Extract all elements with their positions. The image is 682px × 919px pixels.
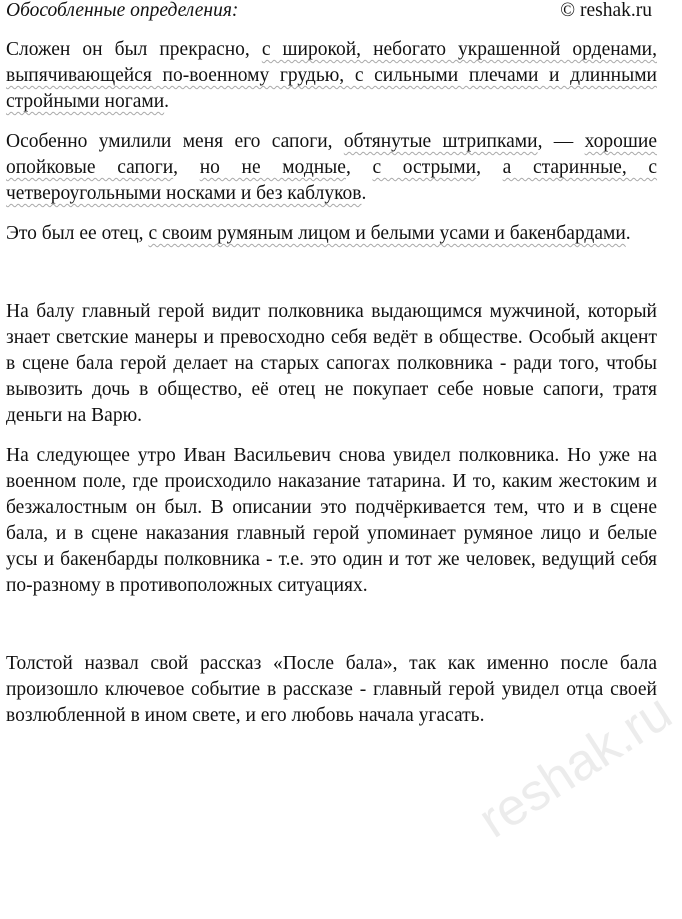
underlined-definition: с острыми — [372, 157, 477, 178]
example-segment: , — — [537, 131, 585, 152]
underlined-definition: с своим румяным лицом и белыми усами и бакенбардами — [148, 223, 626, 244]
example-segment: . — [164, 91, 170, 112]
example-segment: . — [361, 183, 367, 204]
example-paragraph-2 — [6, 129, 657, 207]
underlined-definition: но не модные — [199, 157, 346, 178]
section-title: Обособленные определения: — [6, 0, 239, 21]
example-paragraph-1 — [6, 37, 657, 115]
example-segment: , — [345, 157, 373, 178]
reshak-watermark: reshak.ru — [468, 682, 682, 850]
example-segment: Особенно умилили меня его сапоги, — [6, 131, 344, 152]
analysis-paragraph-1: На балу главный герой видит полковника выдающимся мужчиной, который знает светские манеры и превосходно себя ведёт в обществе. Особый акцент в сцене бала герой делает на старых сапогах полковника - ради того, чтобы вывозить дочь в общество, её отец не покупает себе новые сапоги, тратя деньги на Варю. — [6, 301, 657, 426]
underlined-definition: а старинные, с четвероугольными носками и без каблуков — [6, 157, 658, 204]
example-segment: Это был ее отец, — [6, 223, 149, 244]
underlined-definition: с широкой, небогато украшенной орденами, выпячивающейся по-военному грудью, с сильными плечами и длинными стройными ногами — [6, 39, 657, 112]
analysis-paragraph-2: На следующее утро Иван Васильевич снова увидел полковника. Но уже на военном поле, где происходило наказание татарина. И то, каким жестоким и безжалостным он был. В описании это подчёркивается тем, что и в сцене бала, и в сцене наказания главный герой упоминает румяное лицо и белые усы и бакенбарды полковника - т.е. это один и тот же человек, ведущий себя по-разному в противоположных ситуациях. — [6, 445, 657, 596]
example-segment: , — [173, 157, 200, 178]
page-header — [6, 0, 652, 24]
site-copyright: © reshak.ru — [560, 0, 652, 21]
document-body — [6, 37, 657, 729]
conclusion-paragraph: Толстой назвал свой рассказ «После бала», так как именно после бала произошло ключевое событие в рассказе - главный герой увидел отца своей возлюбленной в ином свете, и его любовь начала угасать. — [6, 653, 657, 726]
example-segment: , — [476, 157, 503, 178]
underlined-definition: хорошие опойковые сапоги — [6, 131, 657, 178]
example-segment: . — [625, 223, 631, 244]
underlined-definition: обтянутые штрипками — [343, 131, 538, 152]
example-segment: Сложен он был прекрасно, — [6, 39, 262, 60]
example-paragraph-3 — [6, 221, 657, 247]
